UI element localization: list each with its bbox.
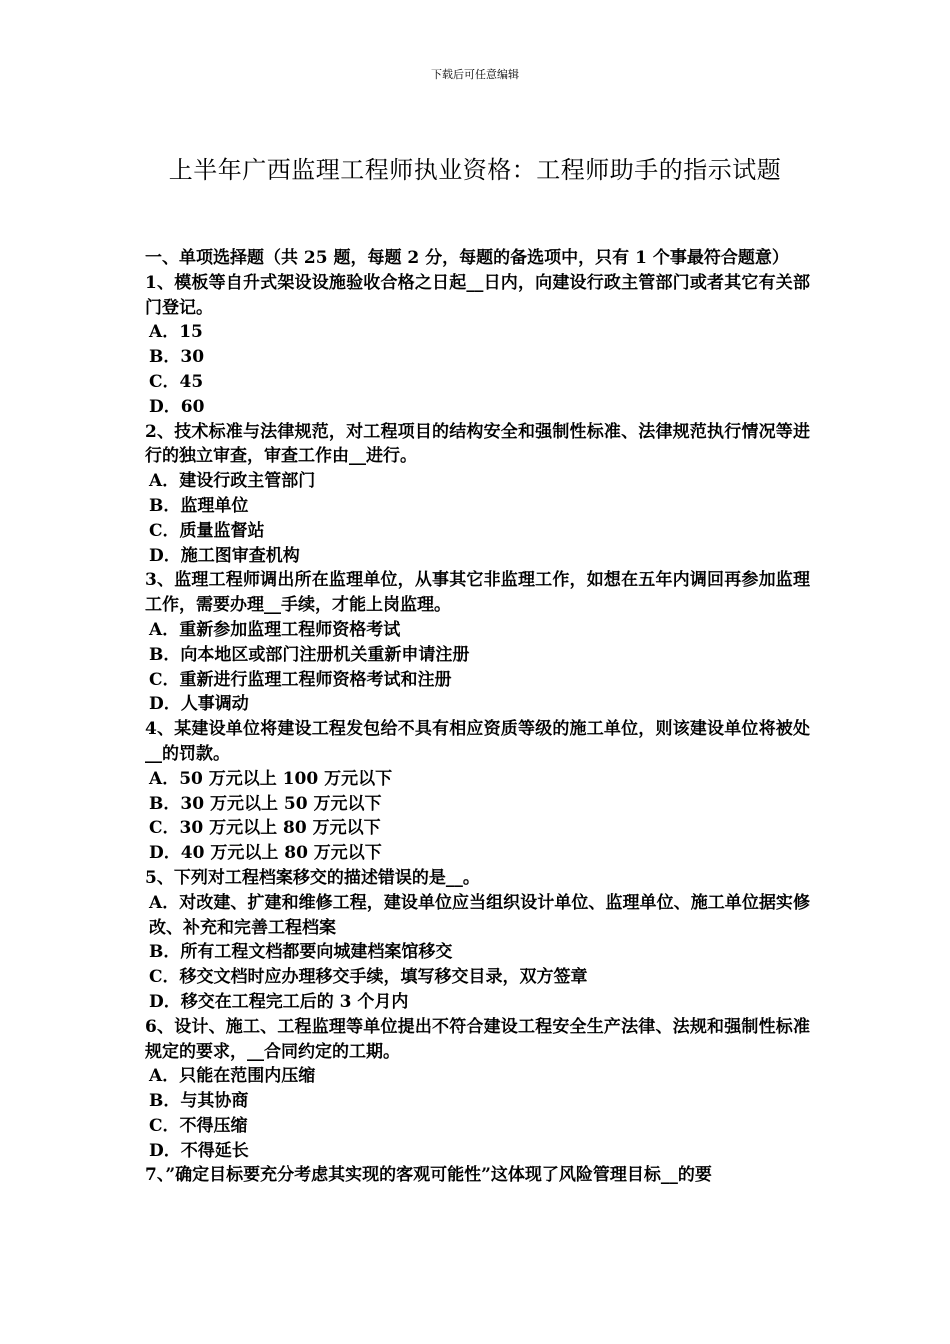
option-c: C．45 xyxy=(149,371,204,392)
option-a: A．建设行政主管部门 xyxy=(149,471,316,492)
option-b: B．与其协商 xyxy=(149,1091,249,1112)
question-text: 7、”确定目标要充分考虑其实现的客观可能性”这体现了风险管理目标__的要 xyxy=(145,1165,712,1186)
option-d: D．40 万元以上 80 万元以下 xyxy=(149,843,382,864)
question-text: 6、设计、施工、工程监理等单位提出不符合建设工程安全生产法律、法规和强制性标准规定的要求，__合同约定的工期。 xyxy=(145,1016,810,1062)
option-list xyxy=(145,320,810,419)
option-d: D．施工图审查机构 xyxy=(149,545,300,566)
option-c: C．质量监督站 xyxy=(149,520,265,541)
option-a: A．15 xyxy=(149,322,203,343)
option-d: D．60 xyxy=(149,396,205,417)
option-c: C．移交文档时应办理移交手续，填写移交目录，双方签章 xyxy=(149,967,588,988)
question-5 xyxy=(145,866,810,1015)
question-text: 3、监理工程师调出所在监理单位，从事其它非监理工作，如想在五年内调回再参加监理工作，需要办理__手续，才能上岗监理。 xyxy=(145,570,810,616)
option-c: C．不得压缩 xyxy=(149,1115,248,1136)
question-7 xyxy=(145,1163,810,1188)
question-3 xyxy=(145,568,810,717)
option-a: A．只能在范围内压缩 xyxy=(149,1066,316,1087)
option-b: B．30 xyxy=(149,347,205,368)
option-list xyxy=(145,469,810,568)
option-a: A．50 万元以上 100 万元以下 xyxy=(149,768,393,789)
question-2 xyxy=(145,420,810,569)
option-list xyxy=(145,767,810,866)
question-4 xyxy=(145,717,810,866)
option-a: A．重新参加监理工程师资格考试 xyxy=(149,619,401,640)
option-b: B．30 万元以上 50 万元以下 xyxy=(149,793,382,814)
question-text: 5、下列对工程档案移交的描述错误的是__。 xyxy=(145,867,480,888)
option-list xyxy=(145,618,810,717)
question-text: 1、模板等自升式架设设施验收合格之日起__日内，向建设行政主管部门或者其它有关部门登记。 xyxy=(145,272,810,318)
question-text: 2、技术标准与法律规范，对工程项目的结构安全和强制性标准、法律规范执行情况等进行的独立审查，审查工作由__进行。 xyxy=(145,421,810,467)
option-b: B．向本地区或部门注册机关重新申请注册 xyxy=(149,644,470,665)
option-b: B．所有工程文档都要向城建档案馆移交 xyxy=(149,942,453,963)
document-body xyxy=(145,246,810,1188)
question-1 xyxy=(145,271,810,420)
question-text: 4、某建设单位将建设工程发包给不具有相应资质等级的施工单位，则该建设单位将被处__的罚款。 xyxy=(145,719,810,764)
header-note: 下载后可任意编辑 xyxy=(431,68,519,81)
option-list xyxy=(145,1064,810,1163)
option-d: D．不得延长 xyxy=(149,1140,249,1161)
document-title: 上半年广西监理工程师执业资格：工程师助手的指示试题 xyxy=(168,156,782,184)
option-c: C．30 万元以上 80 万元以下 xyxy=(149,818,381,839)
section-heading: 一、单项选择题（共 25 题，每题 2 分，每题的备选项中，只有 1 个事最符合题意） xyxy=(145,248,789,268)
option-b: B．监理单位 xyxy=(149,495,249,516)
option-c: C．重新进行监理工程师资格考试和注册 xyxy=(149,669,452,690)
option-d: D．人事调动 xyxy=(149,694,249,715)
option-a: A．对改建、扩建和维修工程，建设单位应当组织设计单位、监理单位、施工单位据实修改、补充和完善工程档案 xyxy=(149,892,810,938)
option-list xyxy=(145,891,810,1015)
question-6 xyxy=(145,1015,810,1164)
option-d: D．移交在工程完工后的 3 个月内 xyxy=(149,991,409,1012)
